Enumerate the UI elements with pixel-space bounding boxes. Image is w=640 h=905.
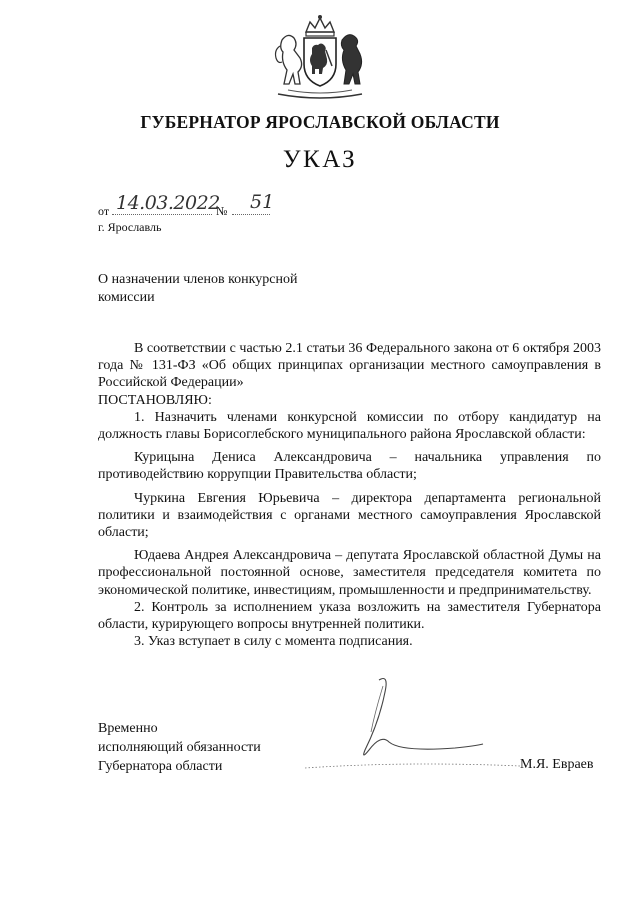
handwritten-signature — [305, 672, 520, 777]
signatory-name: М.Я. Евраев — [520, 757, 594, 772]
member-1-paragraph: Курицына Дениса Александровича – начальника управления по противодействию коррупции Правительства области; — [98, 450, 601, 483]
document-type-title: УКАЗ — [282, 146, 358, 173]
position-line: Губернатора области — [98, 759, 223, 774]
coat-of-arms-emblem — [268, 10, 372, 100]
subject-line: комиссии — [98, 290, 155, 305]
issuing-authority-title: ГУБЕРНАТОР ЯРОСЛАВСКОЙ ОБЛАСТИ — [140, 112, 500, 132]
number-underline — [232, 214, 270, 215]
subject-line: О назначении членов конкурсной — [98, 272, 298, 287]
signatory-position — [98, 719, 261, 776]
number-prefix: № — [216, 204, 228, 218]
preamble-paragraph: В соответствии с частью 2.1 статьи 36 Федерального закона от 6 октября 2003 года № 131-ФЗ «Об общих принципах организации местного самоуправления в Российской Федерации» — [98, 341, 601, 391]
item-3-paragraph: 3. Указ вступает в силу с момента подписания. — [134, 634, 413, 650]
handwritten-date: 14.03.2022 — [116, 192, 220, 214]
decree-keyword: ПОСТАНОВЛЯЮ: — [98, 392, 212, 408]
position-line: исполняющий обязанности — [98, 740, 261, 755]
member-3-paragraph: Юдаева Андрея Александровича – депутата Ярославской областной Думы на профессиональной постоянной основе, заместителя председателя комитета по экономической политике, инвестициям, промышленности и предпринимательству. — [98, 548, 601, 598]
date-prefix: от — [98, 204, 110, 218]
position-line: Временно — [98, 721, 158, 736]
date-underline — [112, 214, 212, 215]
item-1-paragraph: 1. Назначить членами конкурсной комиссии по отбору кандидатур на должность главы Борисоглебского муниципального района Ярославской области: — [98, 409, 601, 443]
member-2-paragraph: Чуркина Евгения Юрьевича – директора департамента региональной политики и взаимодействия с органами местного самоуправления Ярославской области; — [98, 490, 601, 541]
item-2-paragraph: 2. Контроль за исполнением указа возложить на заместителя Губернатора области, курирующего вопросы внутренней политики. — [98, 599, 601, 633]
city-label: г. Ярославль — [98, 220, 162, 234]
document-subject — [98, 271, 358, 307]
handwritten-number: 51 — [250, 191, 275, 213]
document-body — [98, 340, 601, 650]
